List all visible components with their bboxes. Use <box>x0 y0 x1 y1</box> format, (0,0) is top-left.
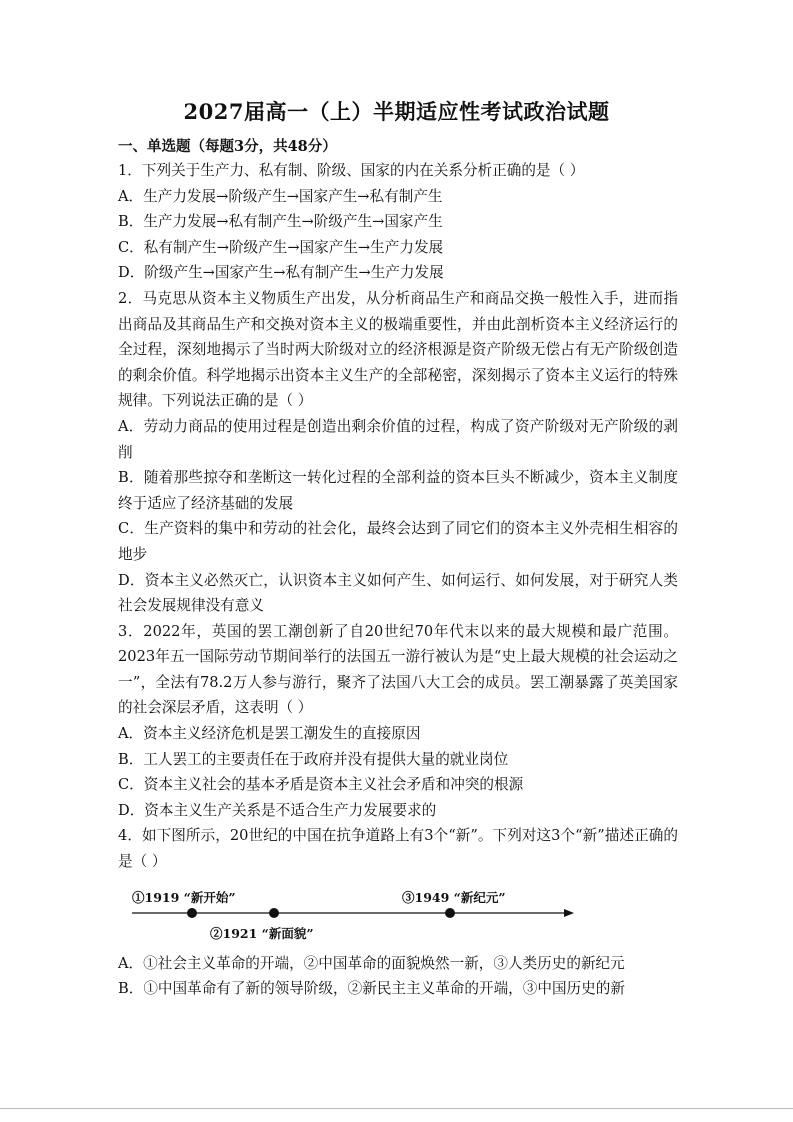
timeline-dot-1921 <box>269 908 279 918</box>
timeline-figure <box>118 881 678 947</box>
question-4-option-a: A．①社会主义革命的开端，②中国革命的面貌焕然一新，③人类历史的新纪元 <box>118 954 625 972</box>
page-bottom-divider <box>0 1108 793 1109</box>
question-list <box>118 158 678 1002</box>
question-2-option-b: B．随着那些掠夺和垄断这一转化过程的全部利益的资本巨头不断减少，资本主义制度终于适应了经济基础的发展 <box>118 469 678 512</box>
timeline-label-1949: ③1949 “新纪元” <box>402 889 506 905</box>
timeline-arrow-icon <box>564 909 574 917</box>
question-3-option-b: B．工人罢工的主要责任在于政府并没有提供大量的就业岗位 <box>118 750 509 768</box>
question-3-stem: 3．2022年，英国的罢工潮创新了自20世纪70年代末以来的最大规模和最广范围。2023年五一国际劳动节期间举行的法国五一游行被认为是“史上最大规模的社会运动之一”，全法有78.2万人参与游行，聚齐了法国八大工会的成员。罢工潮暴露了英美国家的社会深层矛盾，这表明（ ） <box>118 622 678 717</box>
question-3-option-a: A．资本主义经济危机是罢工潮发生的直接原因 <box>118 725 421 743</box>
question-3-option-c: C．资本主义社会的基本矛盾是资本主义社会矛盾和冲突的根源 <box>118 776 524 794</box>
question-3-option-d: D．资本主义生产关系是不适合生产力发展要求的 <box>118 801 437 819</box>
timeline-label-1919: ①1919 “新开始” <box>132 889 236 905</box>
question-4-stem: 4．如下图所示，20世纪的中国在抗争道路上有3个“新”。下列对这3个“新”描述正确的是（ ） <box>118 827 678 871</box>
question-2-option-a: A．劳动力商品的使用过程是创造出剩余价值的过程，构成了资产阶级对无产阶级的剥削 <box>118 417 678 461</box>
timeline-label-1921: ②1921 “新面貌” <box>210 925 314 941</box>
question-2-option-c: C．生产资料的集中和劳动的社会化，最终会达到了同它们的资本主义外壳相生相容的地步 <box>118 520 678 563</box>
question-1-option-a: A．生产力发展→阶级产生→国家产生→私有制产生 <box>118 187 443 205</box>
question-2-stem: 2．马克思从资本主义物质生产出发，从分析商品生产和商品交换一般性入手，进而指出商品及其商品生产和交换对资本主义的极端重要性，并由此剖析资本主义经济运行的全过程，深刻地揭示了当时两大阶级对立的经济根源是资产阶级无偿占有无产阶级创造的剩余价值。科学地揭示出资本主义生产的全部秘密，深刻揭示了资本主义运行的特殊规律。下列说法正确的是（ ） <box>118 289 678 410</box>
question-1-option-d: D．阶级产生→国家产生→私有制产生→生产力发展 <box>118 264 444 282</box>
question-1-option-c: C．私有制产生→阶级产生→国家产生→生产力发展 <box>118 238 444 256</box>
question-2-option-d: D．资本主义必然灭亡，认识资本主义如何产生、如何运行、如何发展，对于研究人类社会发展规律没有意义 <box>118 571 678 615</box>
question-1-option-b: B．生产力发展→私有制产生→阶级产生→国家产生 <box>118 213 443 231</box>
question-1-stem: 1．下列关于生产力、私有制、阶级、国家的内在关系分析正确的是（ ） <box>118 162 585 179</box>
page-title: 2027届高一（上）半期适应性考试政治试题 <box>183 99 610 124</box>
question-4-option-b: B．①中国革命有了新的领导阶级，②新民主主义革命的开端，③中国历史的新 <box>118 980 625 998</box>
section-heading: 一、单选题（每题3分，共48分） <box>118 138 337 155</box>
